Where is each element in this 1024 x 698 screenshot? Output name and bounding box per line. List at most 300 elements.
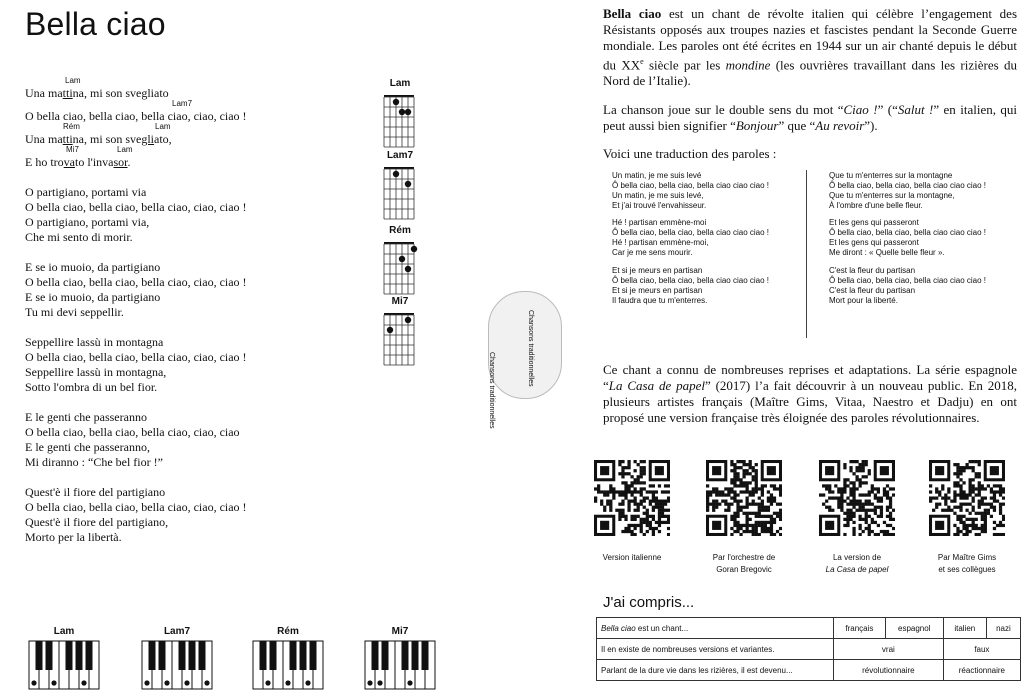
translation-line: Que tu m'enterres sur la montagne, [829,191,955,200]
covers-paragraph [603,362,1017,426]
qr-module [880,512,883,515]
qr-module [969,518,972,521]
qr-module [953,481,956,484]
qr-module [736,506,739,509]
qr-module [969,466,972,469]
qr-module [855,460,858,463]
qr-module [969,460,972,463]
quiz-option[interactable]: faux [943,639,1020,660]
qr-module [889,487,892,490]
qr-module [935,487,938,490]
qr-module [892,487,895,490]
qr-module [634,481,637,484]
qr-module [733,472,736,475]
qr-module [962,533,965,536]
qr-module [742,469,745,472]
qr-module [981,484,984,487]
qr-module [627,484,630,487]
qr-module [724,487,727,490]
lyric-line [25,305,355,320]
qr-module [846,512,849,515]
guitar-chord-name: Rém [389,225,411,236]
qr-module [715,487,718,490]
qr-module [752,530,755,533]
stanza-gap [25,245,355,260]
qr-module [828,484,831,487]
qr-module [944,503,947,506]
qr-module [594,500,597,503]
qr-module [634,469,637,472]
qr-module [981,500,984,503]
qr-module [761,490,764,493]
qr-code-item[interactable] [689,460,799,576]
qr-module [661,515,664,518]
qr-module [840,487,843,490]
qr-module [667,490,670,493]
qr-module [634,518,637,521]
qr-module [840,490,843,493]
qr-module [658,509,661,512]
qr-module [649,500,652,503]
qr-module [877,496,880,499]
qr-module [868,503,871,506]
qr-module [825,487,828,490]
qr-module [637,515,640,518]
qr-module [637,490,640,493]
quiz-question: Il en existe de nombreuses versions et variantes. [597,639,834,660]
qr-module [618,463,621,466]
qr-module [965,530,968,533]
qr-module [739,481,742,484]
qr-module [609,506,612,509]
qr-module [739,533,742,536]
qr-module [640,493,643,496]
qr-module [597,490,600,493]
qr-module [667,496,670,499]
qr-module [767,530,770,533]
qr-module [825,500,828,503]
qr-module [987,503,990,506]
qr-code-image[interactable] [706,460,782,536]
piano-black-key [402,641,409,670]
qr-module [849,500,852,503]
lyric-line [25,515,355,530]
quiz-option[interactable]: réactionnaire [943,660,1020,681]
qr-finder [600,466,609,475]
qr-module [962,524,965,527]
qr-module [852,472,855,475]
qr-finder [825,466,834,475]
qr-module [749,524,752,527]
qr-module [886,496,889,499]
quiz-option[interactable]: nazi [986,618,1020,639]
qr-module [730,469,733,472]
qr-module [956,506,959,509]
qr-caption-line: La Casa de papel [825,565,889,574]
qr-module [621,481,624,484]
qr-module [849,490,852,493]
quiz-option[interactable]: français [834,618,886,639]
qr-code-item[interactable] [912,460,1022,576]
qr-module [637,481,640,484]
qr-module [624,493,627,496]
guitar-chord-lam [380,78,420,149]
qr-module [773,512,776,515]
qr-module [718,493,721,496]
qr-module [652,500,655,503]
translation-line: Car je me sens mourir. [612,248,693,258]
qr-module [959,496,962,499]
qr-finder [712,466,721,475]
qr-module [736,500,739,503]
qr-module [730,518,733,521]
qr-module [981,503,984,506]
qr-code-image[interactable] [819,460,895,536]
qr-module [993,527,996,530]
qr-module [612,490,615,493]
qr-module [956,533,959,536]
qr-module [938,503,941,506]
qr-module [627,530,630,533]
qr-module [779,515,782,518]
qr-module [978,481,981,484]
qr-module [969,490,972,493]
translation-line: Et les gens qui passeront [829,218,919,228]
piano-keyboard [141,637,213,693]
qr-module [758,509,761,512]
qr-module [727,493,730,496]
question-text: est un chant... [635,623,689,633]
qr-module [978,460,981,463]
qr-module [852,500,855,503]
qr-module [640,460,643,463]
qr-module [712,509,715,512]
qr-module [755,469,758,472]
qr-module [865,463,868,466]
qr-module [733,496,736,499]
qr-module [972,478,975,481]
qr-module [615,490,618,493]
qr-module [727,490,730,493]
qr-module [969,481,972,484]
qr-module [932,509,935,512]
qr-module [594,496,597,499]
qr-module [664,490,667,493]
qr-module [859,481,862,484]
qr-module [978,463,981,466]
translation-line: Et j'ai trouvé l'envahisseur. [612,201,707,210]
qr-module [941,487,944,490]
qr-module [764,527,767,530]
qr-module [709,503,712,506]
qr-module [889,503,892,506]
qr-module [843,533,846,536]
qr-module [978,487,981,490]
qr-module [770,530,773,533]
qr-module [984,530,987,533]
qr-module [889,512,892,515]
qr-module [746,472,749,475]
qr-code-image[interactable] [594,460,670,536]
translation-gap [829,258,1019,265]
qr-module [658,518,661,521]
qr-module [859,524,862,527]
qr-module [855,469,858,472]
qr-module [655,527,658,530]
qr-module [637,509,640,512]
lyric-line [25,335,355,350]
qr-module [618,503,621,506]
qr-module [640,524,643,527]
qr-module [865,493,868,496]
qr-module [742,524,745,527]
qr-module [984,509,987,512]
section-tab[interactable] [488,291,562,399]
qr-module [652,490,655,493]
qr-module [849,515,852,518]
series-title: La Casa de papel [608,378,705,393]
lyric-text: O partigiano, portami via, [25,215,150,229]
paragraph-text: ”). [864,118,878,133]
qr-module [859,463,862,466]
qr-module [984,527,987,530]
translation-line: Il faudra que tu m'enterres. [612,295,708,305]
qr-module [874,496,877,499]
qr-module [655,521,658,524]
qr-module [746,463,749,466]
qr-module [643,460,646,463]
piano-chord-mi7 [364,626,436,698]
piano-note-dot [367,680,372,685]
qr-module [630,493,633,496]
finger-dot [393,171,399,177]
qr-module [742,475,745,478]
qr-module [736,460,739,463]
qr-module [978,500,981,503]
qr-module [843,512,846,515]
qr-code-image[interactable] [929,460,1005,536]
qr-module [837,490,840,493]
quiz-option[interactable]: espagnol [885,618,943,639]
qr-module [755,478,758,481]
qr-module [715,506,718,509]
qr-module [727,503,730,506]
qr-module [819,493,822,496]
qr-module [640,518,643,521]
qr-module [846,515,849,518]
qr-module [624,472,627,475]
qr-module [883,521,886,524]
qr-module [667,515,670,518]
paragraph-text: ” que “ [778,118,816,133]
intro-paragraph [603,6,1017,89]
qr-module [883,533,886,536]
qr-module [889,515,892,518]
qr-module [984,512,987,515]
qr-module [652,493,655,496]
qr-module [749,466,752,469]
qr-module [770,527,773,530]
qr-module [865,521,868,524]
qr-module [655,506,658,509]
qr-module [950,500,953,503]
qr-module [634,524,637,527]
qr-module [892,509,895,512]
qr-module [603,506,606,509]
qr-module [996,484,999,487]
lyric-text: O bella ciao, bella ciao, bella ciao, ciao, ciao ! [25,350,247,364]
lyric-line [25,530,355,545]
qr-module [981,515,984,518]
qr-module [880,509,883,512]
lyric-line [25,275,355,290]
qr-module [868,530,871,533]
qr-module [779,490,782,493]
qr-module [999,521,1002,524]
qr-module [889,518,892,521]
qr-module [852,490,855,493]
qr-module [969,487,972,490]
qr-module [877,506,880,509]
qr-code-item[interactable] [802,460,912,576]
qr-module [880,506,883,509]
qr-module [999,509,1002,512]
qr-module [630,484,633,487]
qr-module [621,503,624,506]
qr-module [715,503,718,506]
qr-module [733,481,736,484]
qr-module [733,530,736,533]
word-salut: Salut ! [897,102,934,117]
qr-module [846,496,849,499]
qr-module [849,493,852,496]
qr-module [981,527,984,530]
word-bonjour: Bonjour [735,118,779,133]
qr-module [1002,487,1005,490]
qr-module [736,472,739,475]
qr-module [956,484,959,487]
qr-module [990,487,993,490]
qr-module [843,463,846,466]
qr-module [938,493,941,496]
qr-module [752,527,755,530]
qr-module [630,490,633,493]
qr-module [935,496,938,499]
qr-module [834,484,837,487]
qr-module [852,493,855,496]
qr-module [993,509,996,512]
qr-finder [712,521,721,530]
qr-module [981,524,984,527]
qr-module [718,503,721,506]
qr-module [975,472,978,475]
quiz-option[interactable]: vrai [834,639,944,660]
qr-module [965,524,968,527]
qr-module [981,496,984,499]
piano-black-key [46,641,53,670]
qr-module [947,506,950,509]
qr-module [846,484,849,487]
qr-module [624,490,627,493]
qr-module [758,506,761,509]
qr-module [840,503,843,506]
qr-module [1002,524,1005,527]
qr-module [849,466,852,469]
qr-module [972,490,975,493]
qr-module [761,509,764,512]
qr-module [630,518,633,521]
finger-dot [405,266,411,272]
qr-module [990,490,993,493]
qr-module [624,484,627,487]
qr-module [859,469,862,472]
qr-module [742,484,745,487]
qr-module [972,496,975,499]
qr-module [624,496,627,499]
qr-module [627,527,630,530]
quiz-option[interactable]: italien [943,618,986,639]
qr-module [953,493,956,496]
qr-module [746,487,749,490]
qr-module [779,518,782,521]
qr-module [959,506,962,509]
qr-module [649,484,652,487]
qr-module [600,490,603,493]
lyric-line [25,145,355,170]
qr-module [618,515,621,518]
qr-module [959,521,962,524]
qr-module [843,518,846,521]
qr-module [978,533,981,536]
qr-module [944,496,947,499]
qr-module [990,515,993,518]
qr-module [852,527,855,530]
qr-module [855,475,858,478]
qr-module [779,512,782,515]
qr-module [618,490,621,493]
qr-module [859,509,862,512]
qr-caption-line: et ses collègues [938,565,996,574]
qr-module [929,490,932,493]
lyric-text: E le genti che passeranno [25,410,147,424]
qr-module [770,518,773,521]
lyric-line [25,230,355,245]
double-sense-paragraph [603,102,1017,134]
lyric-line [25,365,355,380]
quiz-option[interactable]: révolutionnaire [834,660,944,681]
qr-code-item[interactable] [577,460,687,564]
qr-module [706,500,709,503]
qr-module [764,506,767,509]
qr-module [630,500,633,503]
qr-module [880,500,883,503]
qr-module [889,500,892,503]
qr-module [996,500,999,503]
qr-module [755,475,758,478]
qr-module [646,515,649,518]
qr-module [953,463,956,466]
qr-module [999,512,1002,515]
qr-module [773,533,776,536]
qr-module [621,475,624,478]
qr-module [630,524,633,527]
qr-module [646,509,649,512]
finger-dot [405,317,411,323]
qr-module [935,506,938,509]
qr-module [652,496,655,499]
finger-dot [387,327,393,333]
qr-module [962,490,965,493]
